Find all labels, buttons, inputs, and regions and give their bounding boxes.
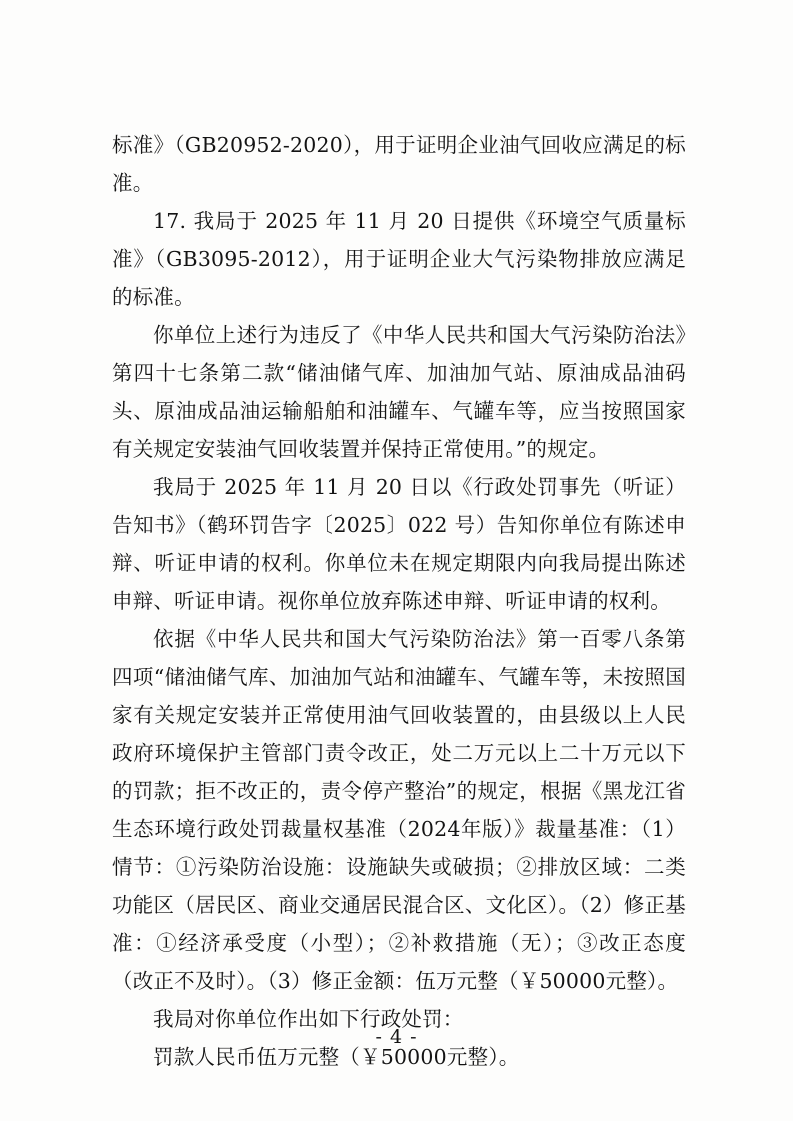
paragraph-legal-basis: 依据《中华人民共和国大气污染防治法》第一百零八条第四项“储油储气库、加油加气站和油罐车、气罐车等，未按照国家有关规定安装并正常使用油气回收装置的，由县级以上人民政府环境保护主管部门责令改正，处二万元以上二十万元以下的罚款；拒不改正的，责令停产整治”的规定，根据《黑龙江省生态环境行政处罚裁量权基准（2024年版）》裁量基准：（1）情节：①污染防治设施：设施缺失或破损；②排放区域：二类功能区（居民区、商业交通居民混合区、文化区）。（2）修正基准：①经济承受度（小型）；②补救措施（无）；③改正态度（改正不及时）。（3）修正金额：伍万元整（￥50000元整）。 bbox=[112, 627, 686, 993]
paragraph-violation: 你单位上述行为违反了《中华人民共和国大气污染防治法》第四十七条第二款“储油储气库、加油加气站、原油成品油码头、原油成品油运输船舶和油罐车、气罐车等，应当按照国家有关规定安装油气回收装置并保持正常使用。”的规定。 bbox=[112, 323, 686, 461]
paragraph-item-17: 17. 我局于 2025 年 11 月 20 日提供《环境空气质量标准》（GB3095-2012），用于证明企业大气污染物排放应满足的标准。 bbox=[112, 209, 686, 309]
paragraph-decision-amount: 罚款人民币伍万元整（￥50000元整）。 bbox=[153, 1045, 520, 1069]
page-number: - 4 - bbox=[375, 1026, 418, 1048]
paragraph-notice: 我局于 2025 年 11 月 20 日以《行政处罚事先（听证）告知书》（鹤环罚告字〔2025〕022 号）告知你单位有陈述申辩、听证申请的权利。你单位未在规定期限内向我局提出陈述申辩、听证申请。视你单位放弃陈述申辩、听证申请的权利。 bbox=[112, 475, 686, 613]
paragraph-decision-intro: 我局对你单位作出如下行政处罚： bbox=[153, 1007, 464, 1031]
paragraph-continued-standard: 标准》（GB20952-2020），用于证明企业油气回收应满足的标准。 bbox=[112, 133, 686, 195]
document-body bbox=[112, 126, 686, 1076]
